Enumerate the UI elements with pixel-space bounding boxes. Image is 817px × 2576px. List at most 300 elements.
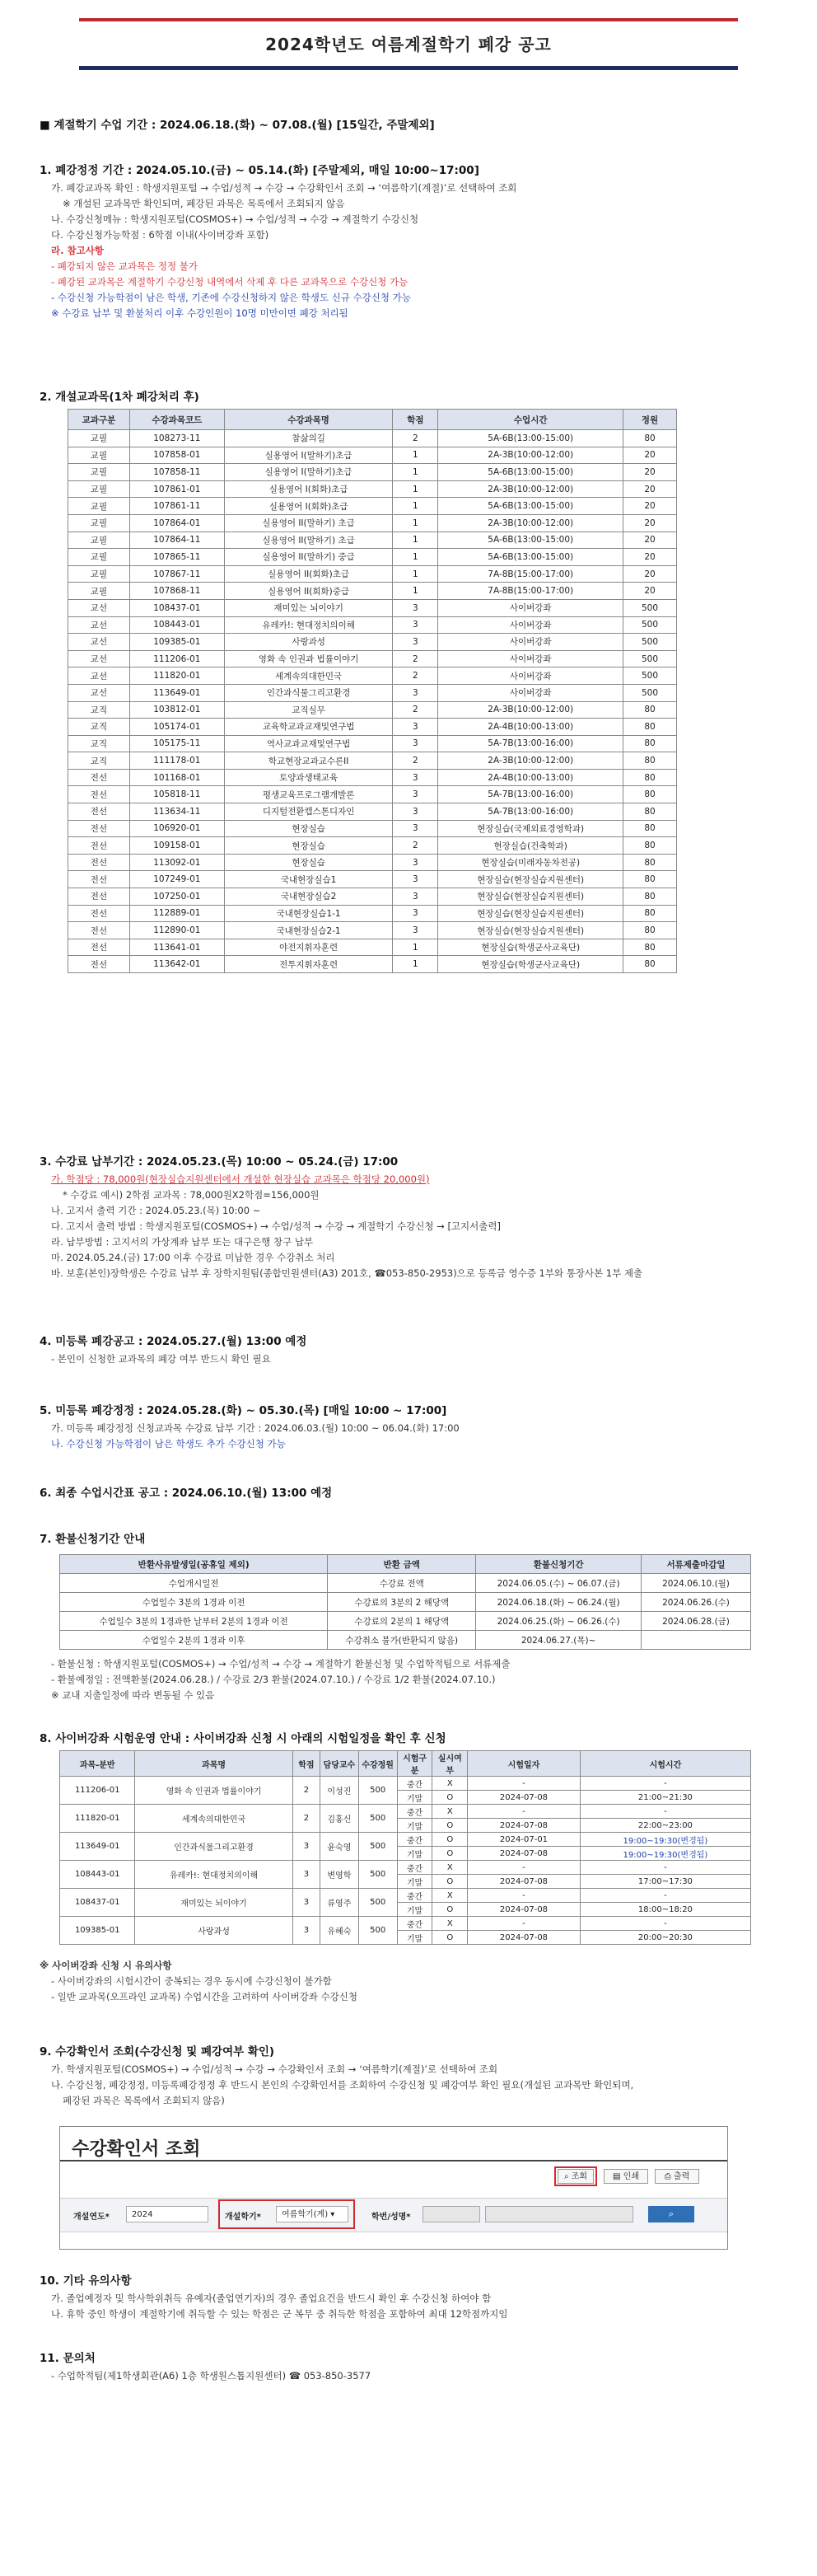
table-cell: 80 xyxy=(623,719,677,736)
table-cell: 500 xyxy=(623,667,677,685)
table-cell: 2024-07-08 xyxy=(468,1875,581,1889)
table-cell: 실용영어 I(말하기)초급 xyxy=(224,447,393,464)
table-cell: 중간 xyxy=(397,1861,432,1875)
table-cell: 류영주 xyxy=(320,1889,358,1917)
table-cell: 2024.06.05.(수) ~ 06.07.(금) xyxy=(476,1574,642,1593)
table-cell: 500 xyxy=(623,650,677,667)
table-cell: O xyxy=(432,1875,468,1889)
section-5: 5. 미등록 폐강정정 : 2024.05.28.(화) ~ 05.30.(목) [매일 10:00 ~ 17:00] 가. 미등록 폐강정정 신청교과목 수강료 납부 기간 : 2024.06.03.(월) 10:00 ~ 06.04.(화) 17:00 나. 수강신청 가능학점이 남은 학생도 추가 수강신청 가능 xyxy=(40,1404,460,1450)
table-cell: 역사교과교재및연구법 xyxy=(224,735,393,752)
table-cell: 전선 xyxy=(68,939,130,956)
table-cell: - xyxy=(468,1777,581,1791)
table-cell: 108437-01 xyxy=(60,1889,135,1917)
table-cell: 113634-11 xyxy=(129,803,224,821)
table-cell: 토양과생태교육 xyxy=(224,769,393,786)
table-cell: 5A-7B(13:00-16:00) xyxy=(438,803,623,821)
table-cell: 전선 xyxy=(68,837,130,855)
output-button[interactable]: ⎙ 출력 xyxy=(655,2169,699,2184)
table-row xyxy=(60,1917,751,1931)
table-cell: 20 xyxy=(623,480,677,498)
year-input[interactable]: 2024 xyxy=(126,2206,208,2222)
portal-screenshot: 수강확인서 조회 ⌕ 조회 ▤ 인쇄 ⎙ 출력 개설연도* 2024 개설학기* 여름학기(계) ▾ 학번/성명* ⌕ xyxy=(59,2126,728,2250)
table-cell: 변영학 xyxy=(320,1861,358,1889)
section-11: 11. 문의처 - 수업학적팀(제1학생회관(A6) 1층 학생원스톱지원센터) ☎ 053-850-3577 xyxy=(40,2352,371,2382)
table-cell: 80 xyxy=(623,701,677,719)
table-cell: 2A-3B(10:00-12:00) xyxy=(438,752,623,770)
table-cell: 108437-01 xyxy=(129,599,224,616)
table-cell: 2 xyxy=(393,701,438,719)
table-cell: 3 xyxy=(292,1889,320,1917)
table-cell: 중간 xyxy=(397,1889,432,1903)
table-cell: 2A-4B(10:00-13:00) xyxy=(438,769,623,786)
table-cell: 7A-8B(15:00-17:00) xyxy=(438,565,623,583)
table-cell: 2024.06.18.(화) ~ 06.24.(월) xyxy=(476,1593,642,1612)
table-cell: 전선 xyxy=(68,786,130,803)
table-cell: 2024.06.28.(금) xyxy=(642,1612,751,1631)
table-cell: 5A-7B(13:00-16:00) xyxy=(438,735,623,752)
chevron-down-icon: ▾ xyxy=(330,2210,335,2219)
table-cell: 80 xyxy=(623,837,677,855)
table-cell: 실용영어 II(말하기) 초급 xyxy=(224,532,393,549)
table-cell: 20 xyxy=(623,565,677,583)
table-cell: 1 xyxy=(393,480,438,498)
table-cell: 기말 xyxy=(397,1931,432,1945)
table-cell: X xyxy=(432,1889,468,1903)
table-cell: 교필 xyxy=(68,565,130,583)
table-cell: 교선 xyxy=(68,616,130,634)
table-cell: 80 xyxy=(623,769,677,786)
table-cell: 80 xyxy=(623,939,677,956)
table-cell: 101168-01 xyxy=(129,769,224,786)
table-cell: - xyxy=(580,1777,750,1791)
table-cell: 참삶의길 xyxy=(224,430,393,447)
table-cell: 2024-07-08 xyxy=(468,1931,581,1945)
table-cell: 전선 xyxy=(68,905,130,922)
table-cell: 500 xyxy=(358,1777,397,1805)
output-icon: ⎙ xyxy=(664,2172,671,2181)
table-cell: 2 xyxy=(292,1777,320,1805)
table-cell: 107858-11 xyxy=(129,464,224,481)
table-cell: 5A-6B(13:00-15:00) xyxy=(438,430,623,447)
table-cell: 교직 xyxy=(68,719,130,736)
table-cell: 교육학교과교재및연구법 xyxy=(224,719,393,736)
table-cell: 80 xyxy=(623,922,677,939)
table-cell: 3 xyxy=(393,684,438,701)
table-cell: 현장실습(현장실습지원센터) xyxy=(438,905,623,922)
table-cell: 세계속의대한민국 xyxy=(135,1805,292,1833)
table-cell: 2024.06.10.(월) xyxy=(642,1574,751,1593)
table-cell: 5A-6B(13:00-15:00) xyxy=(438,464,623,481)
table-cell: 수업일수 2분의 1경과 이후 xyxy=(60,1631,328,1650)
table-cell: 사이버강좌 xyxy=(438,616,623,634)
table-cell: 김홍신 xyxy=(320,1805,358,1833)
table-cell: 전선 xyxy=(68,956,130,973)
table-row xyxy=(68,837,677,855)
table-cell: 교선 xyxy=(68,684,130,701)
table-cell: 20:00~20:30 xyxy=(580,1931,750,1945)
table-cell: 80 xyxy=(623,430,677,447)
table-cell: 현장실습(현장실습지원센터) xyxy=(438,871,623,888)
table-row xyxy=(60,1593,751,1612)
table-cell: 20 xyxy=(623,498,677,515)
table-cell: 500 xyxy=(358,1833,397,1861)
table-cell: 500 xyxy=(358,1917,397,1945)
table-cell: 112890-01 xyxy=(129,922,224,939)
table-row xyxy=(68,684,677,701)
table-cell: 교필 xyxy=(68,430,130,447)
table-cell: 2024-07-08 xyxy=(468,1847,581,1861)
table-row xyxy=(60,1612,751,1631)
table-cell: 영화 속 인권과 법률이야기 xyxy=(135,1777,292,1805)
table-cell: 113642-01 xyxy=(129,956,224,973)
table-cell: 교필 xyxy=(68,480,130,498)
table-cell: 107865-11 xyxy=(129,549,224,566)
table-row xyxy=(68,565,677,583)
table-cell: 실용영어 II(말하기) 중급 xyxy=(224,549,393,566)
table-row xyxy=(68,532,677,549)
table-cell: 107861-01 xyxy=(129,480,224,498)
table-cell: 현장실습(건축학과) xyxy=(438,837,623,855)
table-row xyxy=(68,464,677,481)
table-cell: 유혜숙 xyxy=(320,1917,358,1945)
table-cell: 현장실습 xyxy=(224,837,393,855)
table-row xyxy=(60,1861,751,1875)
table-cell: 500 xyxy=(623,634,677,651)
table-cell: 디지털전환캡스톤디자인 xyxy=(224,803,393,821)
table-cell: 2 xyxy=(393,837,438,855)
table-cell: 111206-01 xyxy=(60,1777,135,1805)
print-button[interactable]: ▤ 인쇄 xyxy=(604,2169,648,2184)
search-icon: ⌕ xyxy=(668,2208,675,2219)
table-cell: 영화 속 인권과 법률이야기 xyxy=(224,650,393,667)
table-cell: 평생교육프로그램개발론 xyxy=(224,786,393,803)
table-cell: 1 xyxy=(393,549,438,566)
table-cell: 20 xyxy=(623,447,677,464)
table-cell: 학교현장교과교수론II xyxy=(224,752,393,770)
table-cell: 2 xyxy=(393,650,438,667)
table-cell: 인간과식물그리고환경 xyxy=(135,1833,292,1861)
table-cell: 20 xyxy=(623,532,677,549)
table-cell: 108443-01 xyxy=(60,1861,135,1889)
table-cell: 2024-07-08 xyxy=(468,1903,581,1917)
table-cell: 103812-01 xyxy=(129,701,224,719)
table-cell: 기말 xyxy=(397,1847,432,1861)
table-cell: 107249-01 xyxy=(129,871,224,888)
table-cell: 109158-01 xyxy=(129,837,224,855)
table-cell: 교선 xyxy=(68,667,130,685)
section-2: 2. 개설교과목(1차 폐강처리 후) xyxy=(40,391,199,404)
table-row xyxy=(68,922,677,939)
table-cell: 기말 xyxy=(397,1819,432,1833)
search-run-button[interactable] xyxy=(648,2206,694,2222)
table-cell: 2024.06.27.(목)~ xyxy=(476,1631,642,1650)
table-cell: 교직 xyxy=(68,735,130,752)
table-cell: 20 xyxy=(623,549,677,566)
table-cell: 500 xyxy=(623,599,677,616)
table-cell: 3 xyxy=(393,634,438,651)
table-cell: 3 xyxy=(393,905,438,922)
table-cell: - xyxy=(580,1861,750,1875)
table-cell: 1 xyxy=(393,532,438,549)
table-cell: 1 xyxy=(393,939,438,956)
table-cell: 20 xyxy=(623,514,677,532)
table-cell: 3 xyxy=(393,803,438,821)
table-cell: O xyxy=(432,1931,468,1945)
portal-divider xyxy=(60,2160,727,2161)
table-cell: 실용영어 I(말하기)초급 xyxy=(224,464,393,481)
table-row xyxy=(68,447,677,464)
table-cell: 80 xyxy=(623,820,677,837)
table-row xyxy=(68,583,677,600)
table-cell: 2 xyxy=(393,752,438,770)
table-cell: 2024.06.25.(화) ~ 06.26.(수) xyxy=(476,1612,642,1631)
table-cell: 500 xyxy=(358,1805,397,1833)
table-cell: 전선 xyxy=(68,871,130,888)
table-row xyxy=(68,769,677,786)
table-row xyxy=(68,498,677,515)
table-cell: 사이버강좌 xyxy=(438,650,623,667)
table-cell: 현장실습 xyxy=(224,820,393,837)
table-cell: 교필 xyxy=(68,583,130,600)
table-cell: 기말 xyxy=(397,1791,432,1805)
table-cell: 111820-01 xyxy=(129,667,224,685)
table-cell: 2A-4B(10:00-13:00) xyxy=(438,719,623,736)
table-cell: 1 xyxy=(393,498,438,515)
table-cell: 500 xyxy=(358,1861,397,1889)
table-cell: 80 xyxy=(623,956,677,973)
table-cell: 107864-01 xyxy=(129,514,224,532)
table-row xyxy=(68,803,677,821)
table-cell: 사이버강좌 xyxy=(438,634,623,651)
table-cell: 2024.06.26.(수) xyxy=(642,1593,751,1612)
student-id-input[interactable] xyxy=(423,2206,480,2222)
table-cell: 7A-8B(15:00-17:00) xyxy=(438,583,623,600)
table-cell: 중간 xyxy=(397,1833,432,1847)
table-cell: 3 xyxy=(393,616,438,634)
table-cell: 사이버강좌 xyxy=(438,599,623,616)
table-row xyxy=(68,871,677,888)
table-cell: 세계속의대한민국 xyxy=(224,667,393,685)
section-8: 8. 사이버강좌 시험운영 안내 : 사이버강좌 신청 시 아래의 시험일정을 확인 후 신청 xyxy=(40,1732,446,1745)
table-cell: 1 xyxy=(393,956,438,973)
table-cell: - xyxy=(468,1861,581,1875)
table-cell: 이성진 xyxy=(320,1777,358,1805)
table-cell: X xyxy=(432,1861,468,1875)
table-cell: 사랑과성 xyxy=(135,1917,292,1945)
table-cell: 107861-11 xyxy=(129,498,224,515)
table-cell: - xyxy=(580,1889,750,1903)
table-row xyxy=(68,634,677,651)
table-cell: 현장실습 xyxy=(224,854,393,871)
table-cell: O xyxy=(432,1819,468,1833)
search-icon: ⌕ xyxy=(563,2172,569,2181)
table-cell: - xyxy=(580,1917,750,1931)
table-cell: 사이버강좌 xyxy=(438,667,623,685)
section-10: 10. 기타 유의사항 가. 졸업예정자 및 학사학위취득 유예자(졸업연기자)의 경우 졸업요건을 반드시 확인 후 수강신청 하여야 함 나. 휴학 중인 학생이 계절학기에 취득할 수 있는 학점은 군 복무 중 취득한 학점을 포함하여 최대 12학점까지임 xyxy=(40,2274,508,2320)
section-9: 9. 수강확인서 조회(수강신청 및 폐강여부 확인) 가. 학생지원포털(COSMOS+) → 수업/성적 → 수강 → 수강확인서 조회 → ‘여름학기(계절)’로 선택하여 조회 나. 수강신청, 폐강정정, 미등록폐강정정 후 반드시 본인의 수강확인서를 조회하여 수강신청 및 폐강여부 확인 필요(개설된 교과목만 확인되며, 폐강된 과목은 목록에서 조회되지 않음) xyxy=(40,2045,634,2106)
table-cell: 야전지휘자훈련 xyxy=(224,939,393,956)
section-1: 1. 폐강정정 기간 : 2024.05.10.(금) ~ 05.14.(화) [주말제외, 매일 10:00~17:00] 가. 폐강교과목 확인 : 학생지원포털 → 수업/성적 → 수강 → 수강확인서 조회 → ‘여름학기(계절)’로 선택하여 조회 ※ 개설된 교과목만 확인되며, 폐강된 과목은 목록에서 조회되지 않음 나. 수강신청메뉴 : 학생지원포털(COSMOS+) → 수업/성적 → 수강 → 계절학기 수강신청 다. 수강신청가능학점 : 6학점 이내(사이버강좌 포함) 라. 참고사항 - 폐강되지 않은 교과목은 정정 불가 - 폐강된 교과목은 계절학기 수강신청 내역에서 삭제 후 다른 교과목으로 수강신청 가능 - 수강신청 가능학점이 남은 학생, 기존에 수강신청하지 않은 학생도 신규 수강신청 가능 ※ 수강료 납부 및 환불처리 이후 수강인원이 10명 미만이면 폐강 처리됨 xyxy=(40,161,781,321)
table-cell: 실용영어 II(말하기) 초급 xyxy=(224,514,393,532)
title-bottom-bar xyxy=(79,66,738,70)
table-cell: 현장실습(미래자동차전공) xyxy=(438,854,623,871)
table-cell: 106920-01 xyxy=(129,820,224,837)
table-cell: 사랑과성 xyxy=(224,634,393,651)
table-cell: 111820-01 xyxy=(60,1805,135,1833)
table-cell: 5A-6B(13:00-15:00) xyxy=(438,549,623,566)
table-cell: 전선 xyxy=(68,888,130,906)
section-4: 4. 미등록 폐강공고 : 2024.05.27.(월) 13:00 예정 - 본인이 신청한 교과목의 폐강 여부 반드시 확인 필요 xyxy=(40,1335,307,1365)
table-cell: 3 xyxy=(393,922,438,939)
table-cell: 현장실습(학생군사교육단) xyxy=(438,956,623,973)
table-row xyxy=(60,1574,751,1593)
table-cell: 2024-07-08 xyxy=(468,1791,581,1805)
section-3: 3. 수강료 납부기간 : 2024.05.23.(목) 10:00 ~ 05.24.(금) 17:00 가. 학점당 : 78,000원(현장실습지원센터에서 개설한 현장실습 교과목은 학점당 20,000원) * 수강료 예시) 2학점 교과목 : 78,000원X2학점=156,000원 나. 고지서 출력 기간 : 2024.05.23.(목) 10:00 ~ 다. 고지서 출력 방법 : 학생지원포털(COSMOS+) → 수업/성적 → 수강 → 계절학기 수강신청 → [고지서출력] 라. 납부방법 : 고지서의 가상계좌 납부 또는 대구은행 창구 납부 마. 2024.05.24.(금) 17:00 이후 수강료 미납한 경우 수강취소 처리 바. 보훈(본인)장학생은 수강료 납부 후 장학지원팀(종합민원센터(A3) 201호, ☎053-850-2953)으로 등록금 영수증 1부와 통장사본 1부 제출 xyxy=(40,1155,643,1279)
table-cell: 111178-01 xyxy=(129,752,224,770)
table-cell: 3 xyxy=(393,871,438,888)
table-cell: 3 xyxy=(393,769,438,786)
table-cell: - xyxy=(468,1917,581,1931)
table-cell: 109385-01 xyxy=(60,1917,135,1945)
table-cell: 17:00~17:30 xyxy=(580,1875,750,1889)
cyber-exam-table: 과목-분반 과목명 학점 담당교수 수강정원 시험구분 실시여부 시험일자 시험시간 111206-01 영화 속 인권과 법률이야기 2 이성진 500 중간 X - - 기말 O 2024-07-08 21:00~21:30 111820-01 세계속의대한민국 2 김홍신 500 중간 X - - 기말 O 2024-07-08 22:00~23:00 113649-01 인간과식물그리고환경 3 윤숙영 500 중간 O 2024-07-01 19:00~19:30(변경됨) 기말 O 2024-07-08 19:00~19:30(변경됨) 108443-01 유레카!: 현대정치의이해 3 변영학 500 중간 X - - 기말 O 2024-07-08 17:00~17:30 108437-01 재미있는 뇌이야기 3 류영주 500 중간 X - - 기말 O 2024-07-08 18:00~18:20 109385-01 사랑과성 3 유혜숙 500 중간 X - - 기말 O 2024-07-08 20:00~20:30 xyxy=(59,1750,751,1945)
table-cell: 109385-01 xyxy=(129,634,224,651)
table-row xyxy=(68,549,677,566)
table-cell: 교선 xyxy=(68,650,130,667)
table-cell xyxy=(642,1631,751,1650)
table-cell: 실용영어 II(회화)중급 xyxy=(224,583,393,600)
table-cell: O xyxy=(432,1903,468,1917)
table-cell: 전선 xyxy=(68,769,130,786)
table-cell: 3 xyxy=(393,786,438,803)
table-cell: 실용영어 II(회화)초급 xyxy=(224,565,393,583)
table-cell: 유레카!: 현대정치의이해 xyxy=(224,616,393,634)
table-cell: 1 xyxy=(393,565,438,583)
table-row xyxy=(68,701,677,719)
table-cell: 3 xyxy=(393,820,438,837)
table-row xyxy=(60,1631,751,1650)
table-cell: 3 xyxy=(393,719,438,736)
print-icon: ▤ xyxy=(613,2172,621,2181)
table-row xyxy=(68,905,677,922)
table-cell: 국내현장실습1 xyxy=(224,871,393,888)
table-cell: 국내현장실습2-1 xyxy=(224,922,393,939)
term-select[interactable]: 여름학기(계) ▾ xyxy=(276,2206,348,2222)
table-cell: 20 xyxy=(623,583,677,600)
table-cell: 수강료의 3분의 2 해당액 xyxy=(328,1593,476,1612)
table-cell: 교필 xyxy=(68,532,130,549)
table-cell: 국내현장실습2 xyxy=(224,888,393,906)
table-cell: 3 xyxy=(393,888,438,906)
table-cell: 수강취소 불가(반환되지 않음) xyxy=(328,1631,476,1650)
table-row xyxy=(68,616,677,634)
table-cell: 113092-01 xyxy=(129,854,224,871)
table-cell: 1 xyxy=(393,583,438,600)
table-cell: 수강료의 2분의 1 해당액 xyxy=(328,1612,476,1631)
table-cell: X xyxy=(432,1805,468,1819)
table-cell: 2A-3B(10:00-12:00) xyxy=(438,701,623,719)
table-cell: 국내현장실습1-1 xyxy=(224,905,393,922)
table-cell: 80 xyxy=(623,888,677,906)
table-row xyxy=(68,939,677,956)
student-name-input[interactable] xyxy=(485,2206,633,2222)
table-cell: 80 xyxy=(623,752,677,770)
table-cell: 전선 xyxy=(68,854,130,871)
table-row xyxy=(68,599,677,616)
table-cell: 2024-07-08 xyxy=(468,1819,581,1833)
table-cell: 사이버강좌 xyxy=(438,684,623,701)
table-cell: 20 xyxy=(623,464,677,481)
table-cell: 108443-01 xyxy=(129,616,224,634)
table-cell: 실용영어 I(회화)초급 xyxy=(224,480,393,498)
table-row xyxy=(60,1805,751,1819)
table-cell: 전투지휘자훈련 xyxy=(224,956,393,973)
period-line: ■ 계절학기 수업 기간 : 2024.06.18.(화) ~ 07.08.(월) [15일간, 주말제외] xyxy=(40,119,435,132)
title-top-bar xyxy=(79,18,738,21)
table-cell: 1 xyxy=(393,514,438,532)
table-cell: 105175-11 xyxy=(129,735,224,752)
table-cell: 18:00~18:20 xyxy=(580,1903,750,1917)
table-cell: X xyxy=(432,1917,468,1931)
table-cell: 현장실습(학생군사교육단) xyxy=(438,939,623,956)
table-cell: 교선 xyxy=(68,599,130,616)
table-cell: 105818-11 xyxy=(129,786,224,803)
table-cell: 현장실습(현장실습지원센터) xyxy=(438,922,623,939)
table-cell: 교선 xyxy=(68,634,130,651)
table-cell: 3 xyxy=(393,735,438,752)
table-cell: - xyxy=(580,1805,750,1819)
table-row xyxy=(60,1777,751,1791)
table-cell: 107864-11 xyxy=(129,532,224,549)
table-cell: 중간 xyxy=(397,1805,432,1819)
table-cell: 2A-3B(10:00-12:00) xyxy=(438,447,623,464)
table-cell: 수강료 전액 xyxy=(328,1574,476,1593)
table-cell: 107867-11 xyxy=(129,565,224,583)
table-cell: 80 xyxy=(623,735,677,752)
table-row xyxy=(68,430,677,447)
table-cell: 기말 xyxy=(397,1903,432,1917)
table-cell: 2024-07-01 xyxy=(468,1833,581,1847)
table-row xyxy=(68,667,677,685)
table-cell: 1 xyxy=(393,447,438,464)
table-cell: 22:00~23:00 xyxy=(580,1819,750,1833)
table-cell: 80 xyxy=(623,905,677,922)
table-cell: - xyxy=(468,1805,581,1819)
table-cell: 108273-11 xyxy=(129,430,224,447)
section-6: 6. 최종 수업시간표 공고 : 2024.06.10.(월) 13:00 예정 xyxy=(40,1487,333,1500)
refund-notes: - 환불신청 : 학생지원포털(COSMOS+) → 수업/성적 → 수강 → 계절학기 환불신청 및 수업학적팀으로 서류제출 - 환불예정일 : 전액환불(2024.06.28.) / 수강료 2/3 환불(2024.07.10.) / 수강료 1/2 환불(2024.07.10.) ※ 교내 지출일정에 따라 변동될 수 있음 xyxy=(51,1658,511,1701)
table-cell: 5A-7B(13:00-16:00) xyxy=(438,786,623,803)
table-row xyxy=(68,719,677,736)
table-cell: 교직 xyxy=(68,752,130,770)
search-button[interactable]: ⌕ 조회 xyxy=(558,2169,594,2184)
table-row xyxy=(68,514,677,532)
table-cell: 112889-01 xyxy=(129,905,224,922)
table-cell: 113641-01 xyxy=(129,939,224,956)
table-cell: O xyxy=(432,1833,468,1847)
section-7: 7. 환불신청기간 안내 xyxy=(40,1533,146,1546)
table-cell: 유레카!: 현대정치의이해 xyxy=(135,1861,292,1889)
table-cell: 2 xyxy=(292,1805,320,1833)
table-cell: 인간과식물그리고환경 xyxy=(224,684,393,701)
table-cell: 113649-01 xyxy=(129,684,224,701)
table-cell: 교직 xyxy=(68,701,130,719)
table-cell: 재미있는 뇌이야기 xyxy=(224,599,393,616)
table-cell: 현장실습(국제외료경영학과) xyxy=(438,820,623,837)
table-cell: 80 xyxy=(623,854,677,871)
table-cell: 105174-01 xyxy=(129,719,224,736)
table-cell: 107858-01 xyxy=(129,447,224,464)
